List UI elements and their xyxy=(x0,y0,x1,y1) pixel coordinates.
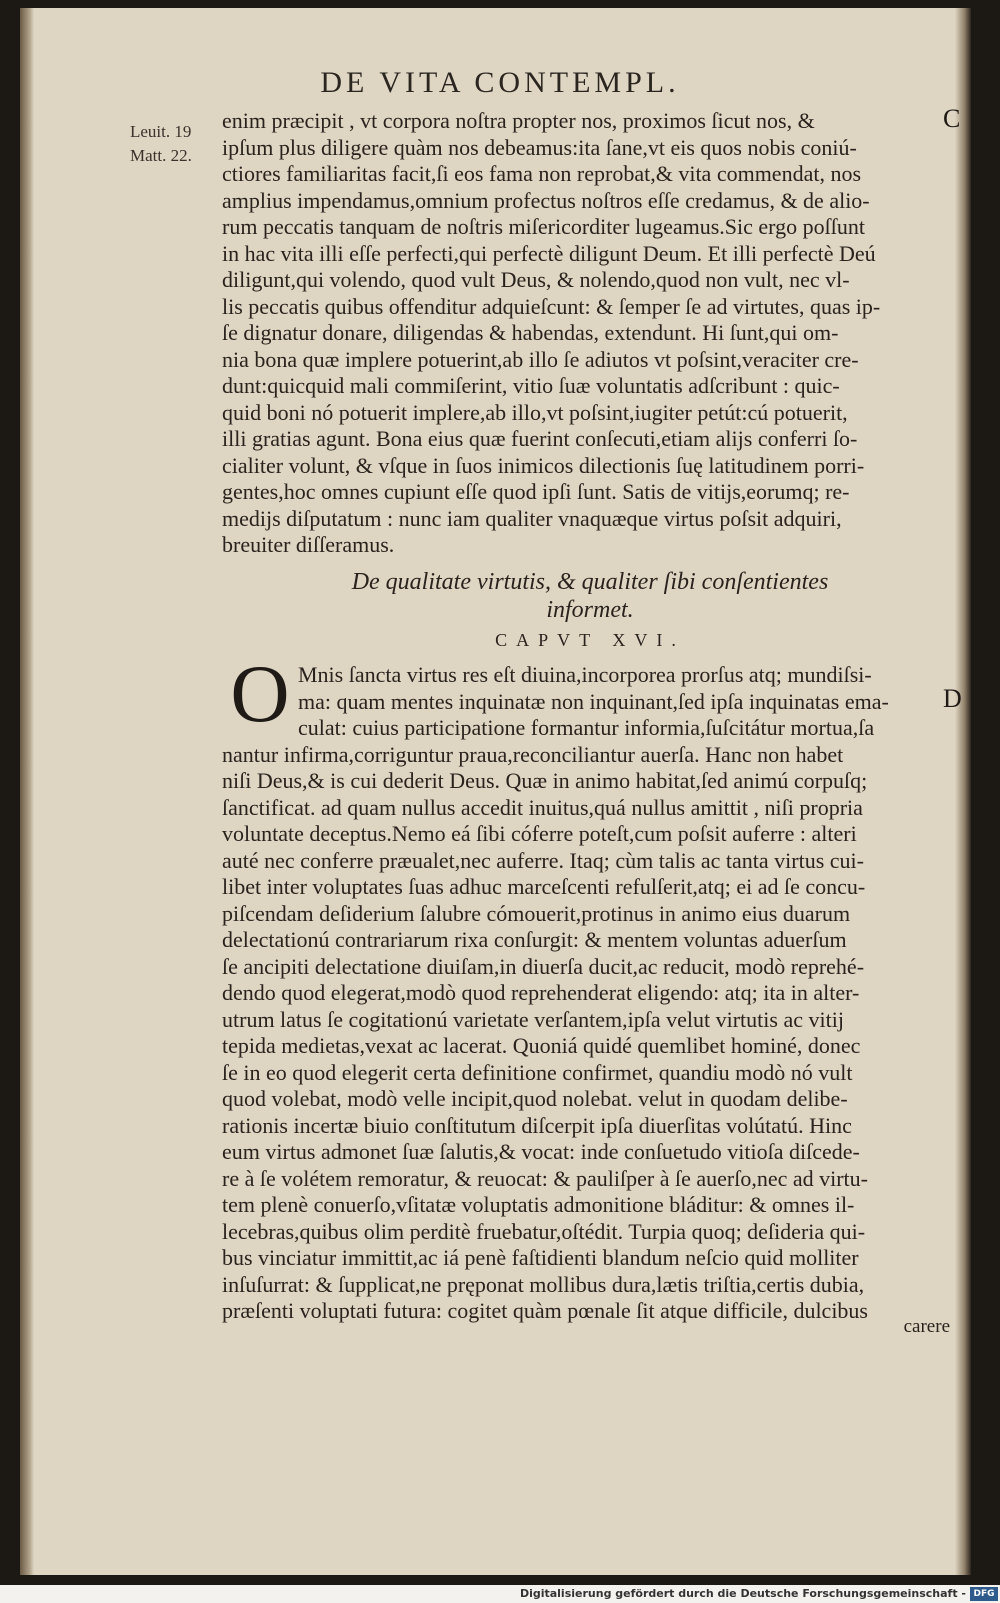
text-line: inſuſurrat: & ſupplicat,ne pręponat mollibus dura,lætis triſtia,certis dubia, xyxy=(222,1271,865,1297)
section-letter-d: D xyxy=(943,684,962,713)
drop-cap: O xyxy=(230,648,290,739)
text-line: auté nec conferre præualet,nec auferre. Itaq; cùm talis ac tanta virtus cui- xyxy=(222,847,864,873)
text-line: ctiores familiaritas facit,ſi eos fama non reprobat,& vita commendat, nos xyxy=(222,161,862,186)
text-line: quid boni nó potuerit implere,ab illo,vt poſsint,iugiter petút:cú potuerit, xyxy=(222,399,848,425)
text-line: gentes,hoc omnes cupiunt eſſe quod ipſi ſunt. Satis de vitijs,eorumq; re- xyxy=(222,479,850,504)
text-block-lower xyxy=(222,648,967,1325)
section-letter-c: C xyxy=(943,104,961,133)
text-line: breuiter diſſeramus. xyxy=(222,532,395,557)
dfg-logo: DFG xyxy=(970,1587,998,1601)
text-line: eum virtus admonet ſuæ ſalutis,& vocat: inde conſuetudo vitioſa diſcede- xyxy=(222,1139,860,1164)
text-block-upper xyxy=(222,108,967,559)
running-head: DE VITA CONTEMPL. xyxy=(320,66,680,99)
text-line: culat: cuius participatione formantur informia,ſuſcitátur mortua,ſa xyxy=(298,715,875,740)
catchword: carere xyxy=(903,1316,950,1337)
text-line: cialiter volunt, & vſque in ſuos inimicos dilectionis ſuę latitudinem porri- xyxy=(222,452,865,478)
text-line: dendo quod elegerat,modò quod reprehenderat eligendo: atq; ita in alter- xyxy=(222,980,860,1005)
text-line: rum peccatis tanquam de noſtris miſericorditer lugeamus.Sic ergo poſſunt xyxy=(222,214,865,239)
text-line: voluntate deceptus.Nemo eá ſibi cóferre poteſt,cum poſsit auferre : alteri xyxy=(222,821,857,846)
text-line: tem plenè conuerſo,vſitatæ voluptatis admonitione bláditur: & omnes il- xyxy=(222,1192,855,1217)
text-line: lecebras,quibus olim perditè fruebatur,oſtédit. Turpia quoq; deſideria qui- xyxy=(222,1218,866,1244)
margin-note-leviticus: Leuit. 19 xyxy=(130,122,192,141)
text-line: amplius impendamus,omnium profectus noſtros eſſe credamus, & de alio- xyxy=(222,187,870,213)
text-line: bus vinciatur immittit,ac iá penè faſtidienti blandum neſcio quid molliter xyxy=(222,1245,859,1270)
text-line: lis peccatis quibus offenditur adquieſcunt: & ſemper ſe ad virtutes, quas ip- xyxy=(222,293,881,319)
text-line: nantur infirma,corriguntur praua,reconciliantur auerſa. Hanc non habet xyxy=(222,741,844,767)
text-line: utrum latus ſe cogitationú varietate verſantem,ipſa velut virtutis ac vitij xyxy=(222,1006,844,1032)
page-gutter-left xyxy=(20,8,34,1575)
footer-credit: Digitalisierung gefördert durch die Deutsche Forschungsgemeinschaft - xyxy=(519,1587,966,1600)
text-line: nia bona quæ implere potuerint,ab illo ſe adiutos vt poſsint,veraciter cre- xyxy=(222,346,859,372)
text-line: delectationú contrariarum rixa conſurgit: & mentem voluntas aduerſum xyxy=(222,927,847,952)
text-line: quod volebat, modò velle incipit,quod nolebat. velut in quodam delibe- xyxy=(222,1086,848,1111)
text-line: in hac vita illi eſſe perfecti,qui perfectè diligunt Deum. Et illi perfectè Deú xyxy=(222,240,876,266)
text-line: rationis incertæ biuio conſtitutum diſcerpit ipſa diuerſitas volútatú. Hinc xyxy=(222,1112,852,1138)
text-line: piſcendam deſiderium ſalubre cómouerit,protinus in animo eius duarum xyxy=(222,900,851,926)
chapter-number: CAPVT XVI. xyxy=(495,630,685,650)
chapter-title-line-2: informet. xyxy=(546,597,634,623)
text-line: ſe ancipiti delectatione diuiſam,in diuerſa ducit,ac reducit, modò reprehé- xyxy=(222,953,865,979)
chapter-title-line-1: De qualitate virtutis, & qualiter ſibi conſentientes xyxy=(351,569,829,595)
text-line: dunt:quicquid mali commiſerint, vitio ſuæ voluntatis adſcribunt : quic- xyxy=(222,373,840,398)
text-line: ipſum plus diligere quàm nos debeamus:ita ſane,vt eis quos nobis coniú- xyxy=(222,134,857,160)
text-line: tepida medietas,vexat ac lacerat. Quoniá quidé quemlibet hominé, donec xyxy=(222,1033,861,1058)
text-line: enim præcipit , vt corpora noſtra propter nos, proximos ſicut nos, & xyxy=(222,108,815,133)
chapter-title xyxy=(210,568,970,624)
text-line: ma: quam mentes inquinatæ non inquinant,ſed ipſa inquinatas ema- xyxy=(298,688,889,714)
text-line: diligunt,qui volendo, quod vult Deus, & nolendo,quod non vult, nec vl- xyxy=(222,267,850,292)
text-line: libet inter voluptates ſuas adhuc marceſcenti refulſerit,atq; ei ad ſe concu- xyxy=(222,874,866,899)
text-line: ſe dignatur donare, diligendas & habendas, extendunt. Hi ſunt,qui om- xyxy=(222,320,839,345)
text-line: re à ſe volétem remoratur, & reuocat: & pauliſper à ſe auerſo,nec ad virtu- xyxy=(222,1165,868,1191)
margin-note-matthew: Matt. 22. xyxy=(130,146,192,165)
text-line: ſanctificat. ad quam nullus accedit inuitus,quá nullus amittit , niſi propria xyxy=(222,794,863,820)
text-line: niſi Deus,& is cui dederit Deus. Quæ in animo habitat,ſed animú corpuſq; xyxy=(222,768,868,793)
text-line: præſenti voluptati futura: cogitet quàm pœnale ſit atque difficile, dulcibus xyxy=(222,1298,868,1323)
footer-bar xyxy=(0,1585,1000,1603)
text-line: ſe in eo quod elegerit certa definitione confirmet, quandiu modò nó vult xyxy=(222,1059,853,1085)
text-line: Mnis ſancta virtus res eſt diuina,incorporea prorſus atq; mundiſsi- xyxy=(298,662,872,687)
text-line: illi gratias agunt. Bona eius quæ fuerint conſecuti,etiam alijs conferri ſo- xyxy=(222,426,858,451)
text-line: medijs diſputatum : nunc iam qualiter vnaquæque virtus poſsit adquiri, xyxy=(222,505,842,531)
